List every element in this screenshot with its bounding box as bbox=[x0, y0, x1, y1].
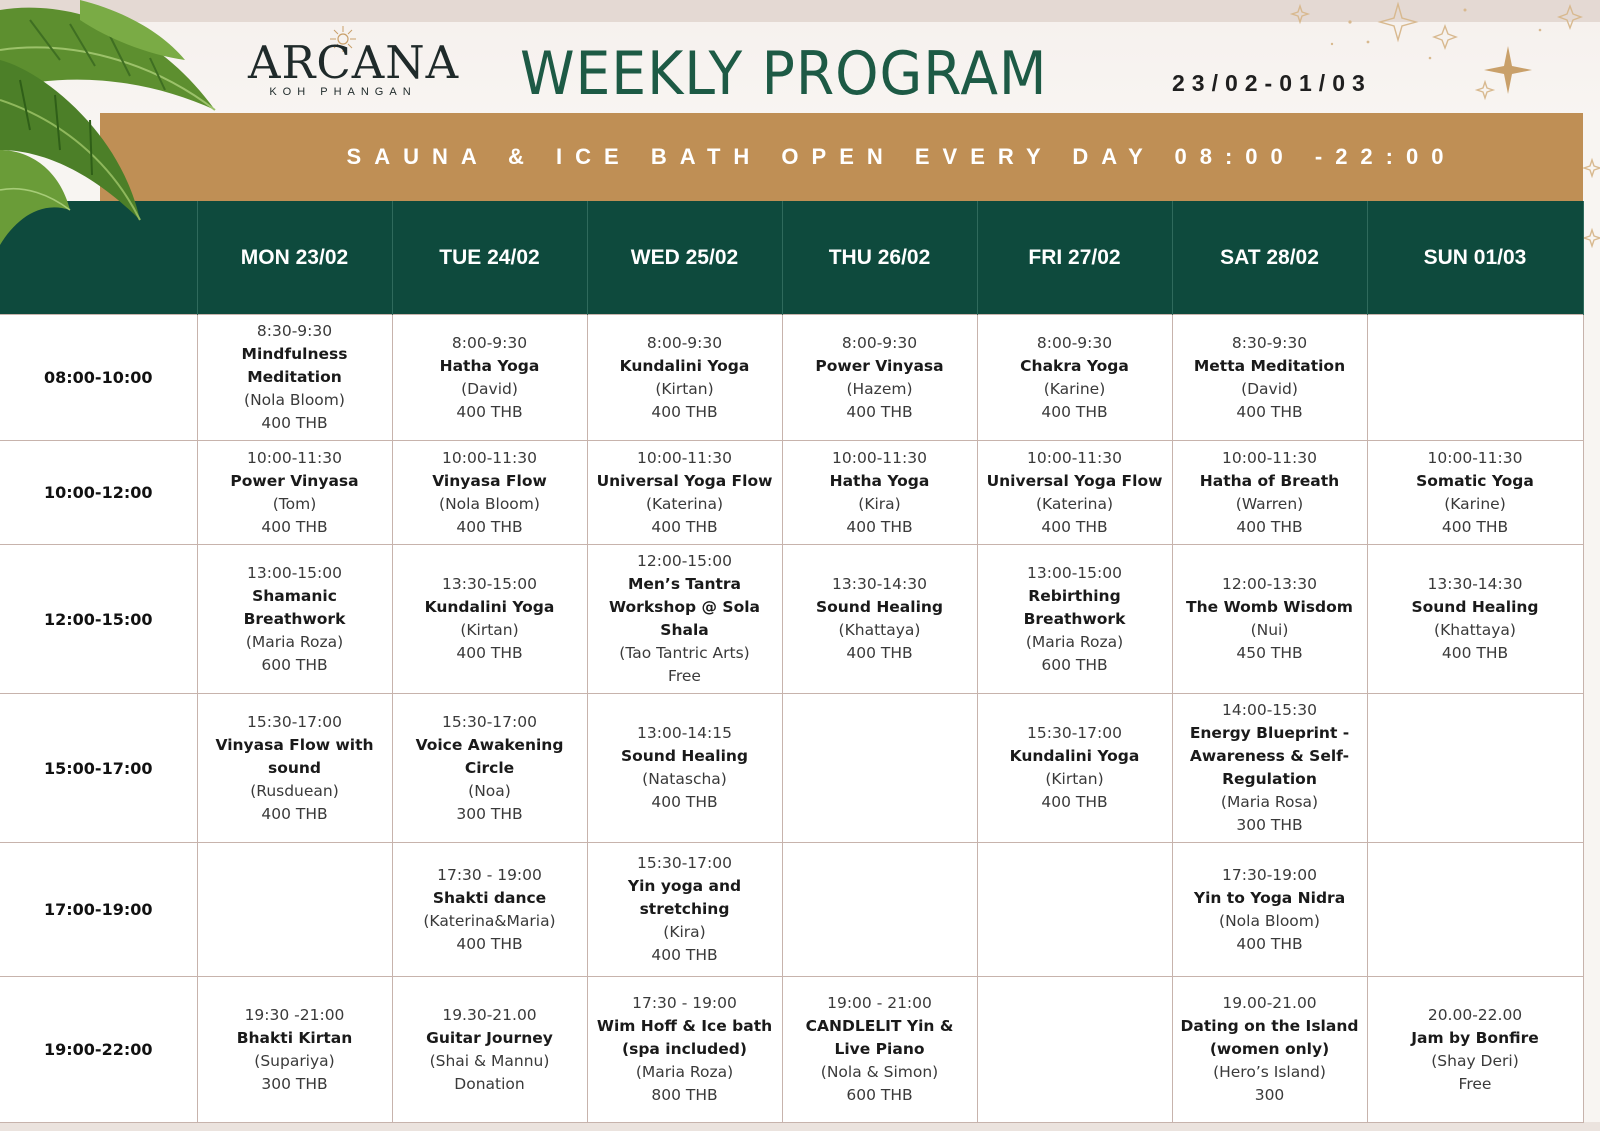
class-name: Sound Healing bbox=[1411, 598, 1539, 616]
class-price: 450 THB bbox=[1236, 644, 1303, 662]
class-name: Shakti dance bbox=[432, 888, 547, 907]
day-header: THU 26/02 bbox=[782, 201, 977, 315]
sparkle-outline-icon bbox=[1584, 230, 1600, 246]
class-time: 8:00-9:30 bbox=[1036, 333, 1113, 352]
class-entry bbox=[393, 573, 587, 665]
class-time: 10:00-11:30 bbox=[442, 448, 537, 467]
class-name: Kundalini Yoga bbox=[424, 598, 555, 616]
time-slot-label: 08:00-10:00 bbox=[0, 315, 197, 441]
class-name: Kundalini Yoga bbox=[1009, 747, 1140, 765]
logo-wordmark: ARCANA bbox=[248, 36, 460, 89]
schedule-cell bbox=[1367, 545, 1583, 694]
class-price: Free bbox=[668, 667, 701, 685]
class-time: 17:30-19:00 bbox=[1222, 865, 1317, 884]
class-name: Hatha of Breath bbox=[1199, 471, 1340, 490]
class-price: 300 THB bbox=[261, 1074, 328, 1093]
schedule-cell bbox=[1367, 694, 1583, 843]
class-time: 15:30-17:00 bbox=[637, 854, 732, 872]
class-name: Jam by Bonfire bbox=[1411, 1028, 1539, 1047]
class-entry bbox=[588, 550, 782, 688]
schedule-cell bbox=[1367, 843, 1583, 977]
class-price: 300 bbox=[1254, 1086, 1285, 1104]
class-price: 400 THB bbox=[651, 793, 718, 811]
class-time: 10:00-11:30 bbox=[1027, 448, 1122, 467]
sparkle-outline-icon bbox=[1380, 4, 1416, 40]
date-range: 23/02-01/03 bbox=[1172, 70, 1372, 96]
schedule-cell bbox=[587, 694, 782, 843]
schedule-cell bbox=[197, 843, 392, 977]
class-teacher: (Karine) bbox=[1043, 379, 1106, 398]
class-entry bbox=[393, 447, 587, 539]
leaf-icon bbox=[0, 150, 70, 245]
class-price: 400 THB bbox=[846, 517, 913, 536]
class-price: 400 THB bbox=[456, 934, 523, 953]
schedule-cell bbox=[197, 315, 392, 441]
class-entry bbox=[1173, 992, 1367, 1107]
class-price: 400 THB bbox=[1236, 402, 1303, 421]
class-entry bbox=[1173, 699, 1367, 837]
class-price: 800 THB bbox=[651, 1086, 718, 1104]
class-entry bbox=[1368, 447, 1583, 539]
class-time: 13:30-14:30 bbox=[1427, 575, 1523, 593]
class-price: 400 THB bbox=[846, 644, 913, 662]
schedule-cell bbox=[1172, 441, 1367, 545]
class-name: Guitar Journey bbox=[426, 1028, 553, 1047]
class-teacher: (David) bbox=[1241, 379, 1298, 398]
class-name: Dating on the Island (women only) bbox=[1180, 1017, 1359, 1058]
schedule-cell bbox=[197, 977, 392, 1123]
class-entry bbox=[1368, 1004, 1583, 1096]
class-time: 8:30-9:30 bbox=[256, 322, 333, 340]
schedule-cell bbox=[977, 441, 1172, 545]
class-name: Sound Healing bbox=[815, 598, 944, 616]
palm-leaves-decoration bbox=[0, 0, 260, 260]
schedule-cell bbox=[392, 545, 587, 694]
class-teacher: (Katerina) bbox=[1035, 494, 1114, 513]
time-slot-label: 12:00-15:00 bbox=[0, 545, 197, 694]
class-entry bbox=[588, 852, 782, 967]
sparkle-outline-icon bbox=[1434, 26, 1456, 48]
class-teacher: (Kirtan) bbox=[1045, 770, 1104, 788]
class-name: Voice Awakening Circle bbox=[415, 735, 564, 777]
class-price: 400 THB bbox=[456, 644, 523, 662]
class-time: 20.00-22.00 bbox=[1427, 1005, 1523, 1024]
sparkle-outline-icon bbox=[1477, 82, 1493, 98]
class-teacher: (Shai & Mannu) bbox=[429, 1051, 550, 1070]
class-teacher: (Noa) bbox=[468, 781, 511, 800]
class-price: 400 THB bbox=[1236, 934, 1303, 953]
class-teacher: (David) bbox=[461, 379, 518, 398]
table-row bbox=[0, 441, 1583, 545]
schedule-cell bbox=[977, 545, 1172, 694]
class-entry bbox=[1173, 573, 1367, 665]
schedule-cell bbox=[197, 441, 392, 545]
class-teacher: (Kirtan) bbox=[655, 379, 714, 398]
schedule-cell bbox=[782, 545, 977, 694]
class-teacher: (Rusduean) bbox=[250, 781, 339, 800]
class-time: 10:00-11:30 bbox=[832, 448, 927, 467]
class-name: The Womb Wisdom bbox=[1186, 598, 1353, 616]
class-teacher: (Natascha) bbox=[642, 770, 727, 788]
class-entry bbox=[783, 992, 977, 1107]
class-teacher: (Kira) bbox=[858, 494, 901, 513]
class-price: 400 THB bbox=[846, 402, 913, 421]
logo-subtitle: KOH PHANGAN bbox=[269, 86, 417, 98]
class-entry bbox=[588, 722, 782, 814]
class-name: Sound Healing bbox=[620, 747, 749, 765]
day-header: WED 25/02 bbox=[587, 201, 782, 315]
class-price: 400 THB bbox=[261, 517, 328, 536]
class-name: Vinyasa Flow with sound bbox=[215, 735, 374, 777]
class-name: Universal Yoga Flow bbox=[596, 471, 773, 490]
class-name: Yin yoga and stretching bbox=[627, 877, 742, 918]
class-name: Men’s Tantra Workshop @ Sola Shala bbox=[608, 575, 761, 639]
class-teacher: (Nola Bloom) bbox=[1219, 911, 1320, 930]
class-name: Mindfulness Meditation bbox=[241, 345, 348, 386]
class-entry bbox=[1173, 332, 1367, 424]
class-entry bbox=[978, 722, 1172, 814]
class-teacher: (Tao Tantric Arts) bbox=[619, 644, 750, 662]
class-entry bbox=[1173, 864, 1367, 956]
schedule-cell bbox=[197, 545, 392, 694]
class-name: Universal Yoga Flow bbox=[986, 471, 1163, 490]
class-teacher: (Shay Deri) bbox=[1431, 1051, 1519, 1070]
class-time: 13:00-15:00 bbox=[247, 563, 342, 582]
class-time: 17:30 - 19:00 bbox=[437, 865, 542, 884]
class-teacher: (Supariya) bbox=[254, 1051, 335, 1070]
schedule-cell bbox=[392, 441, 587, 545]
class-entry bbox=[393, 1004, 587, 1096]
day-header: FRI 27/02 bbox=[977, 201, 1172, 315]
class-entry bbox=[978, 447, 1172, 539]
class-teacher: (Maria Roza) bbox=[245, 632, 344, 651]
class-time: 10:00-11:30 bbox=[247, 448, 342, 467]
class-entry bbox=[783, 447, 977, 539]
schedule-cell bbox=[587, 441, 782, 545]
day-header: TUE 24/02 bbox=[392, 201, 587, 315]
class-entry bbox=[393, 864, 587, 956]
class-price: 400 THB bbox=[456, 517, 523, 536]
class-entry bbox=[198, 711, 392, 826]
table-row bbox=[0, 694, 1583, 843]
class-name: Metta Meditation bbox=[1193, 356, 1346, 375]
class-teacher: (Karine) bbox=[1444, 494, 1506, 513]
class-name: Power Vinyasa bbox=[815, 356, 944, 375]
schedule-cell bbox=[782, 315, 977, 441]
class-time: 19:00 - 21:00 bbox=[827, 994, 932, 1012]
class-time: 8:00-9:30 bbox=[646, 333, 723, 352]
class-entry bbox=[393, 332, 587, 424]
table-row bbox=[0, 315, 1583, 441]
table-row bbox=[0, 977, 1583, 1123]
class-teacher: (Maria Roza) bbox=[635, 1063, 734, 1081]
class-teacher: (Kira) bbox=[663, 923, 706, 941]
class-entry bbox=[198, 447, 392, 539]
schedule-cell bbox=[1367, 315, 1583, 441]
class-price: 400 THB bbox=[1236, 517, 1303, 536]
class-time: 15:30-17:00 bbox=[1027, 724, 1122, 742]
schedule-cell bbox=[782, 977, 977, 1123]
class-time: 8:30-9:30 bbox=[1231, 333, 1308, 352]
class-name: Rebirthing Breathwork bbox=[1023, 586, 1126, 628]
schedule-cell bbox=[587, 843, 782, 977]
schedule-cell bbox=[977, 694, 1172, 843]
time-slot-label: 17:00-19:00 bbox=[0, 843, 197, 977]
banner-text: SAUNA & ICE BATH OPEN EVERY DAY 08:00 -22:00 bbox=[346, 144, 1457, 169]
class-teacher: (Kirtan) bbox=[460, 621, 519, 639]
class-time: 17:30 - 19:00 bbox=[632, 994, 737, 1012]
class-teacher: (Katerina) bbox=[645, 494, 724, 513]
class-time: 13:00-14:15 bbox=[637, 724, 732, 742]
schedule-cell bbox=[977, 977, 1172, 1123]
time-slot-label: 10:00-12:00 bbox=[0, 441, 197, 545]
class-time: 13:30-14:30 bbox=[832, 575, 927, 593]
class-teacher: (Nola Bloom) bbox=[244, 391, 345, 409]
arcana-logo bbox=[248, 26, 460, 104]
bottom-strip bbox=[0, 1122, 1600, 1131]
class-price: 600 THB bbox=[846, 1086, 913, 1104]
class-name: CANDLELIT Yin & Live Piano bbox=[805, 1017, 954, 1058]
class-entry bbox=[588, 447, 782, 539]
class-entry bbox=[198, 320, 392, 435]
time-slot-label: 15:00-17:00 bbox=[0, 694, 197, 843]
class-price: 400 THB bbox=[1041, 402, 1108, 421]
sparkle-outline-icon bbox=[1559, 6, 1581, 28]
sauna-banner bbox=[100, 113, 1583, 201]
schedule-cell bbox=[392, 843, 587, 977]
class-price: 400 THB bbox=[261, 414, 328, 432]
time-slot-label: 19:00-22:00 bbox=[0, 977, 197, 1123]
day-header: SUN 01/03 bbox=[1367, 201, 1583, 315]
class-teacher: (Tom) bbox=[272, 494, 317, 513]
table-row bbox=[0, 843, 1583, 977]
schedule-cell bbox=[392, 315, 587, 441]
class-name: Shamanic Breathwork bbox=[243, 586, 346, 628]
class-name: Kundalini Yoga bbox=[619, 356, 750, 375]
schedule-cell bbox=[392, 977, 587, 1123]
class-teacher: (Khattaya) bbox=[838, 621, 921, 639]
class-price: 400 THB bbox=[261, 804, 328, 823]
schedule-cell bbox=[977, 315, 1172, 441]
class-entry bbox=[1368, 573, 1583, 665]
schedule-cell bbox=[587, 315, 782, 441]
class-entry bbox=[978, 332, 1172, 424]
class-time: 10:00-11:30 bbox=[1222, 448, 1317, 467]
class-teacher: (Nui) bbox=[1250, 621, 1289, 639]
class-entry bbox=[1173, 447, 1367, 539]
class-time: 10:00-11:30 bbox=[1427, 448, 1523, 467]
class-time: 12:00-13:30 bbox=[1222, 575, 1317, 593]
class-entry bbox=[393, 711, 587, 826]
schedule-cell bbox=[1172, 843, 1367, 977]
class-time: 15:30-17:00 bbox=[247, 712, 342, 731]
class-entry bbox=[588, 332, 782, 424]
class-time: 12:00-15:00 bbox=[637, 552, 732, 570]
class-name: Bhakti Kirtan bbox=[236, 1028, 353, 1047]
class-name: Yin to Yoga Nidra bbox=[1193, 888, 1346, 907]
schedule-cell bbox=[392, 694, 587, 843]
class-teacher: (Nola & Simon) bbox=[820, 1063, 939, 1081]
class-name: Hatha Yoga bbox=[439, 356, 540, 375]
schedule-cell bbox=[1367, 977, 1583, 1123]
day-header: SAT 28/02 bbox=[1172, 201, 1367, 315]
class-time: 19.30-21.00 bbox=[442, 1005, 537, 1024]
class-name: Wim Hoff & Ice bath (spa included) bbox=[596, 1017, 773, 1058]
schedule-cell bbox=[1172, 315, 1367, 441]
schedule-cell bbox=[1172, 977, 1367, 1123]
schedule-cell bbox=[587, 545, 782, 694]
class-name: Somatic Yoga bbox=[1416, 471, 1534, 490]
class-teacher: (Hazem) bbox=[846, 379, 913, 398]
class-name: Chakra Yoga bbox=[1020, 356, 1129, 375]
class-entry bbox=[198, 562, 392, 677]
class-teacher: (Hero’s Island) bbox=[1213, 1063, 1326, 1081]
class-price: 400 THB bbox=[1041, 517, 1108, 536]
class-entry bbox=[588, 992, 782, 1107]
schedule-cell bbox=[1367, 441, 1583, 545]
sparkle-outline-icon bbox=[1584, 160, 1600, 176]
schedule-table bbox=[0, 201, 1584, 1123]
schedule-cell bbox=[197, 694, 392, 843]
class-time: 13:00-15:00 bbox=[1027, 563, 1122, 582]
class-entry bbox=[783, 332, 977, 424]
class-time: 10:00-11:30 bbox=[637, 448, 732, 467]
class-teacher: (Maria Roza) bbox=[1025, 632, 1124, 651]
class-name: Vinyasa Flow bbox=[432, 471, 547, 490]
class-price: 400 THB bbox=[1041, 793, 1108, 811]
class-time: 19.00-21.00 bbox=[1222, 994, 1317, 1012]
class-price: Free bbox=[1458, 1074, 1492, 1093]
class-time: 15:30-17:00 bbox=[442, 712, 537, 731]
class-teacher: (Katerina&Maria) bbox=[423, 911, 556, 930]
class-price: 600 THB bbox=[1041, 655, 1108, 674]
class-teacher: (Maria Rosa) bbox=[1220, 793, 1319, 811]
day-header: MON 23/02 bbox=[197, 201, 392, 315]
schedule-cell bbox=[1172, 545, 1367, 694]
class-price: 300 THB bbox=[456, 804, 523, 823]
sparkle-outline-icon bbox=[1292, 6, 1308, 22]
class-entry bbox=[978, 562, 1172, 677]
schedule-cell bbox=[782, 441, 977, 545]
class-price: Donation bbox=[454, 1074, 525, 1093]
schedule-cell bbox=[977, 843, 1172, 977]
class-time: 19:30 -21:00 bbox=[244, 1005, 345, 1024]
class-entry bbox=[783, 573, 977, 665]
schedule-cell bbox=[587, 977, 782, 1123]
schedule-body bbox=[0, 315, 1583, 1123]
class-price: 400 THB bbox=[651, 517, 718, 536]
schedule-cell bbox=[782, 694, 977, 843]
class-name: Energy Blueprint - Awareness & Self-Regulation bbox=[1189, 724, 1350, 788]
class-time: 13:30-15:00 bbox=[442, 575, 537, 593]
class-time: 8:00-9:30 bbox=[451, 333, 528, 352]
class-name: Hatha Yoga bbox=[829, 471, 930, 490]
class-price: 600 THB bbox=[261, 655, 328, 674]
class-name: Power Vinyasa bbox=[230, 471, 359, 490]
class-price: 400 THB bbox=[1441, 517, 1509, 536]
class-price: 400 THB bbox=[651, 402, 718, 421]
class-price: 300 THB bbox=[1236, 816, 1303, 834]
class-price: 400 THB bbox=[1441, 644, 1509, 662]
schedule-cell bbox=[782, 843, 977, 977]
table-row bbox=[0, 545, 1583, 694]
class-teacher: (Nola Bloom) bbox=[439, 494, 540, 513]
page-title: WEEKLY PROGRAM bbox=[520, 39, 1048, 109]
class-teacher: (Khattaya) bbox=[1434, 621, 1516, 639]
schedule-cell bbox=[1172, 694, 1367, 843]
class-time: 14:00-15:30 bbox=[1222, 701, 1317, 719]
class-teacher: (Warren) bbox=[1235, 494, 1304, 513]
sparkle-icon bbox=[1484, 46, 1532, 94]
class-price: 400 THB bbox=[456, 402, 523, 421]
class-price: 400 THB bbox=[651, 946, 718, 964]
class-entry bbox=[198, 1004, 392, 1096]
class-time: 8:00-9:30 bbox=[841, 333, 918, 352]
